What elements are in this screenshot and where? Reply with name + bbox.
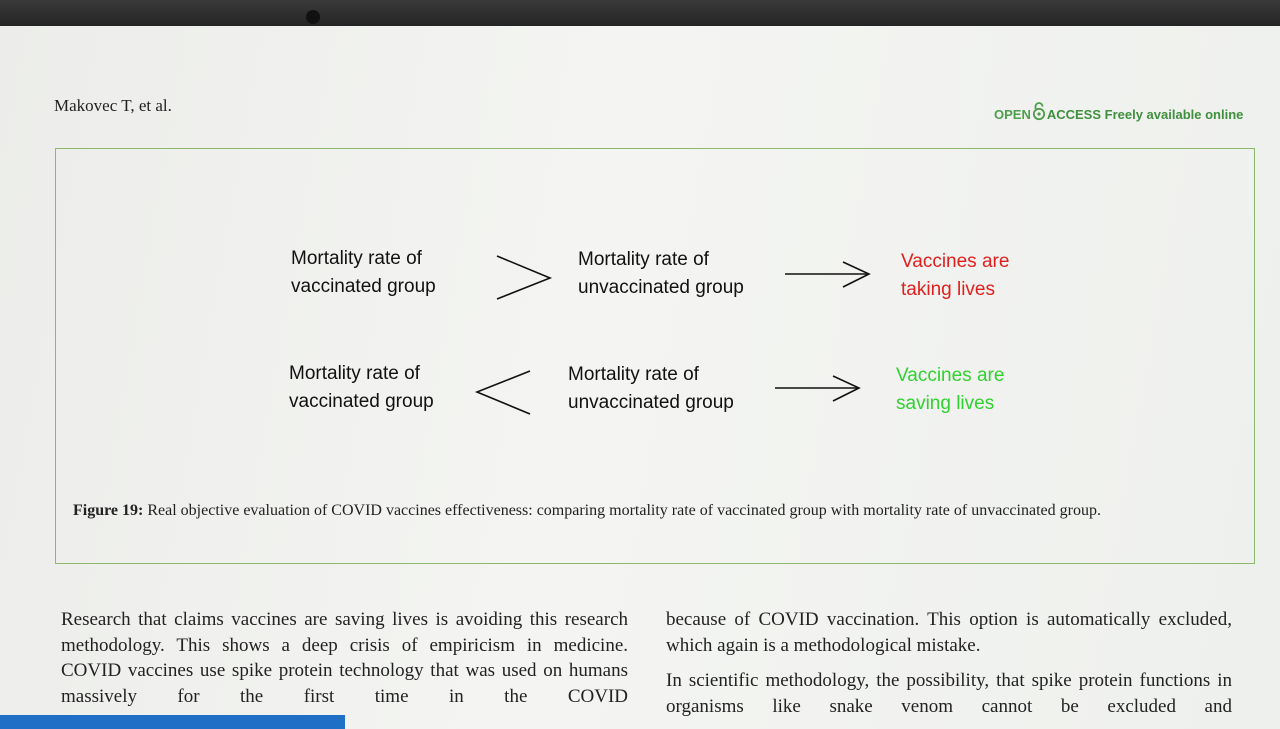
row1-right-line2: unvaccinated group [578,277,744,298]
figure-caption [73,499,1233,523]
row2-vaccinated-label [289,360,434,416]
body-right-column [666,607,1232,729]
open-label: OPEN [994,106,1031,122]
row1-right-line1: Mortality rate of [578,249,709,270]
row1-left-line2: vaccinated group [291,276,436,297]
row2-conclusion-line2: saving lives [896,393,995,414]
body-right-paragraph-1: because of COVID vaccination. This option is automatically excluded, which again is a methodological mistake. [666,609,1232,656]
body-left-paragraph: Research that claims vaccines are saving lives is avoiding this research methodology. This shows a deep crisis of empiricism in medicine. COVID vaccines use spike protein technology that was used on humans massively for the first time in the COVID [61,609,628,707]
row2-left-line2: vaccinated group [289,391,434,412]
row2-right-line2: unvaccinated group [568,392,734,413]
open-access-lock-icon [1032,101,1046,121]
greater-than-symbol [494,253,554,301]
figure-caption-label: Figure 19: [73,502,144,519]
document-page [0,26,1280,729]
row2-conclusion-line1: Vaccines are [896,365,1005,386]
access-label: ACCESS Freely available online [1046,106,1244,122]
row2-left-line1: Mortality rate of [289,363,420,384]
row1-vaccinated-label [291,245,436,301]
row2-right-line1: Mortality rate of [568,364,699,385]
row1-left-line1: Mortality rate of [291,248,422,269]
row1-conclusion [901,248,1009,304]
arrow-right-icon [783,259,873,291]
open-access-badge [994,104,1243,124]
monitor-bezel [0,0,1280,28]
figure-caption-text: Real objective evaluation of COVID vaccines effectiveness: comparing mortality rate of vaccinated group with mortality rate of unvaccinated group. [147,502,1101,519]
body-right-paragraph-2: In scientific methodology, the possibility, that spike protein functions in organisms like snake venom cannot be excluded and [666,670,1232,717]
less-than-symbol [474,368,534,416]
row2-conclusion [896,362,1004,418]
row1-conclusion-line2: taking lives [901,279,995,300]
running-header-author: Makovec T, et al. [54,96,172,115]
row2-unvaccinated-label [568,361,734,417]
taskbar-strip [0,715,345,729]
row1-unvaccinated-label [578,246,744,302]
figure-19 [55,148,1255,564]
body-left-column [61,607,628,719]
webcam-dot [306,10,320,24]
row1-conclusion-line1: Vaccines are [901,251,1010,272]
arrow-right-icon [773,373,863,405]
